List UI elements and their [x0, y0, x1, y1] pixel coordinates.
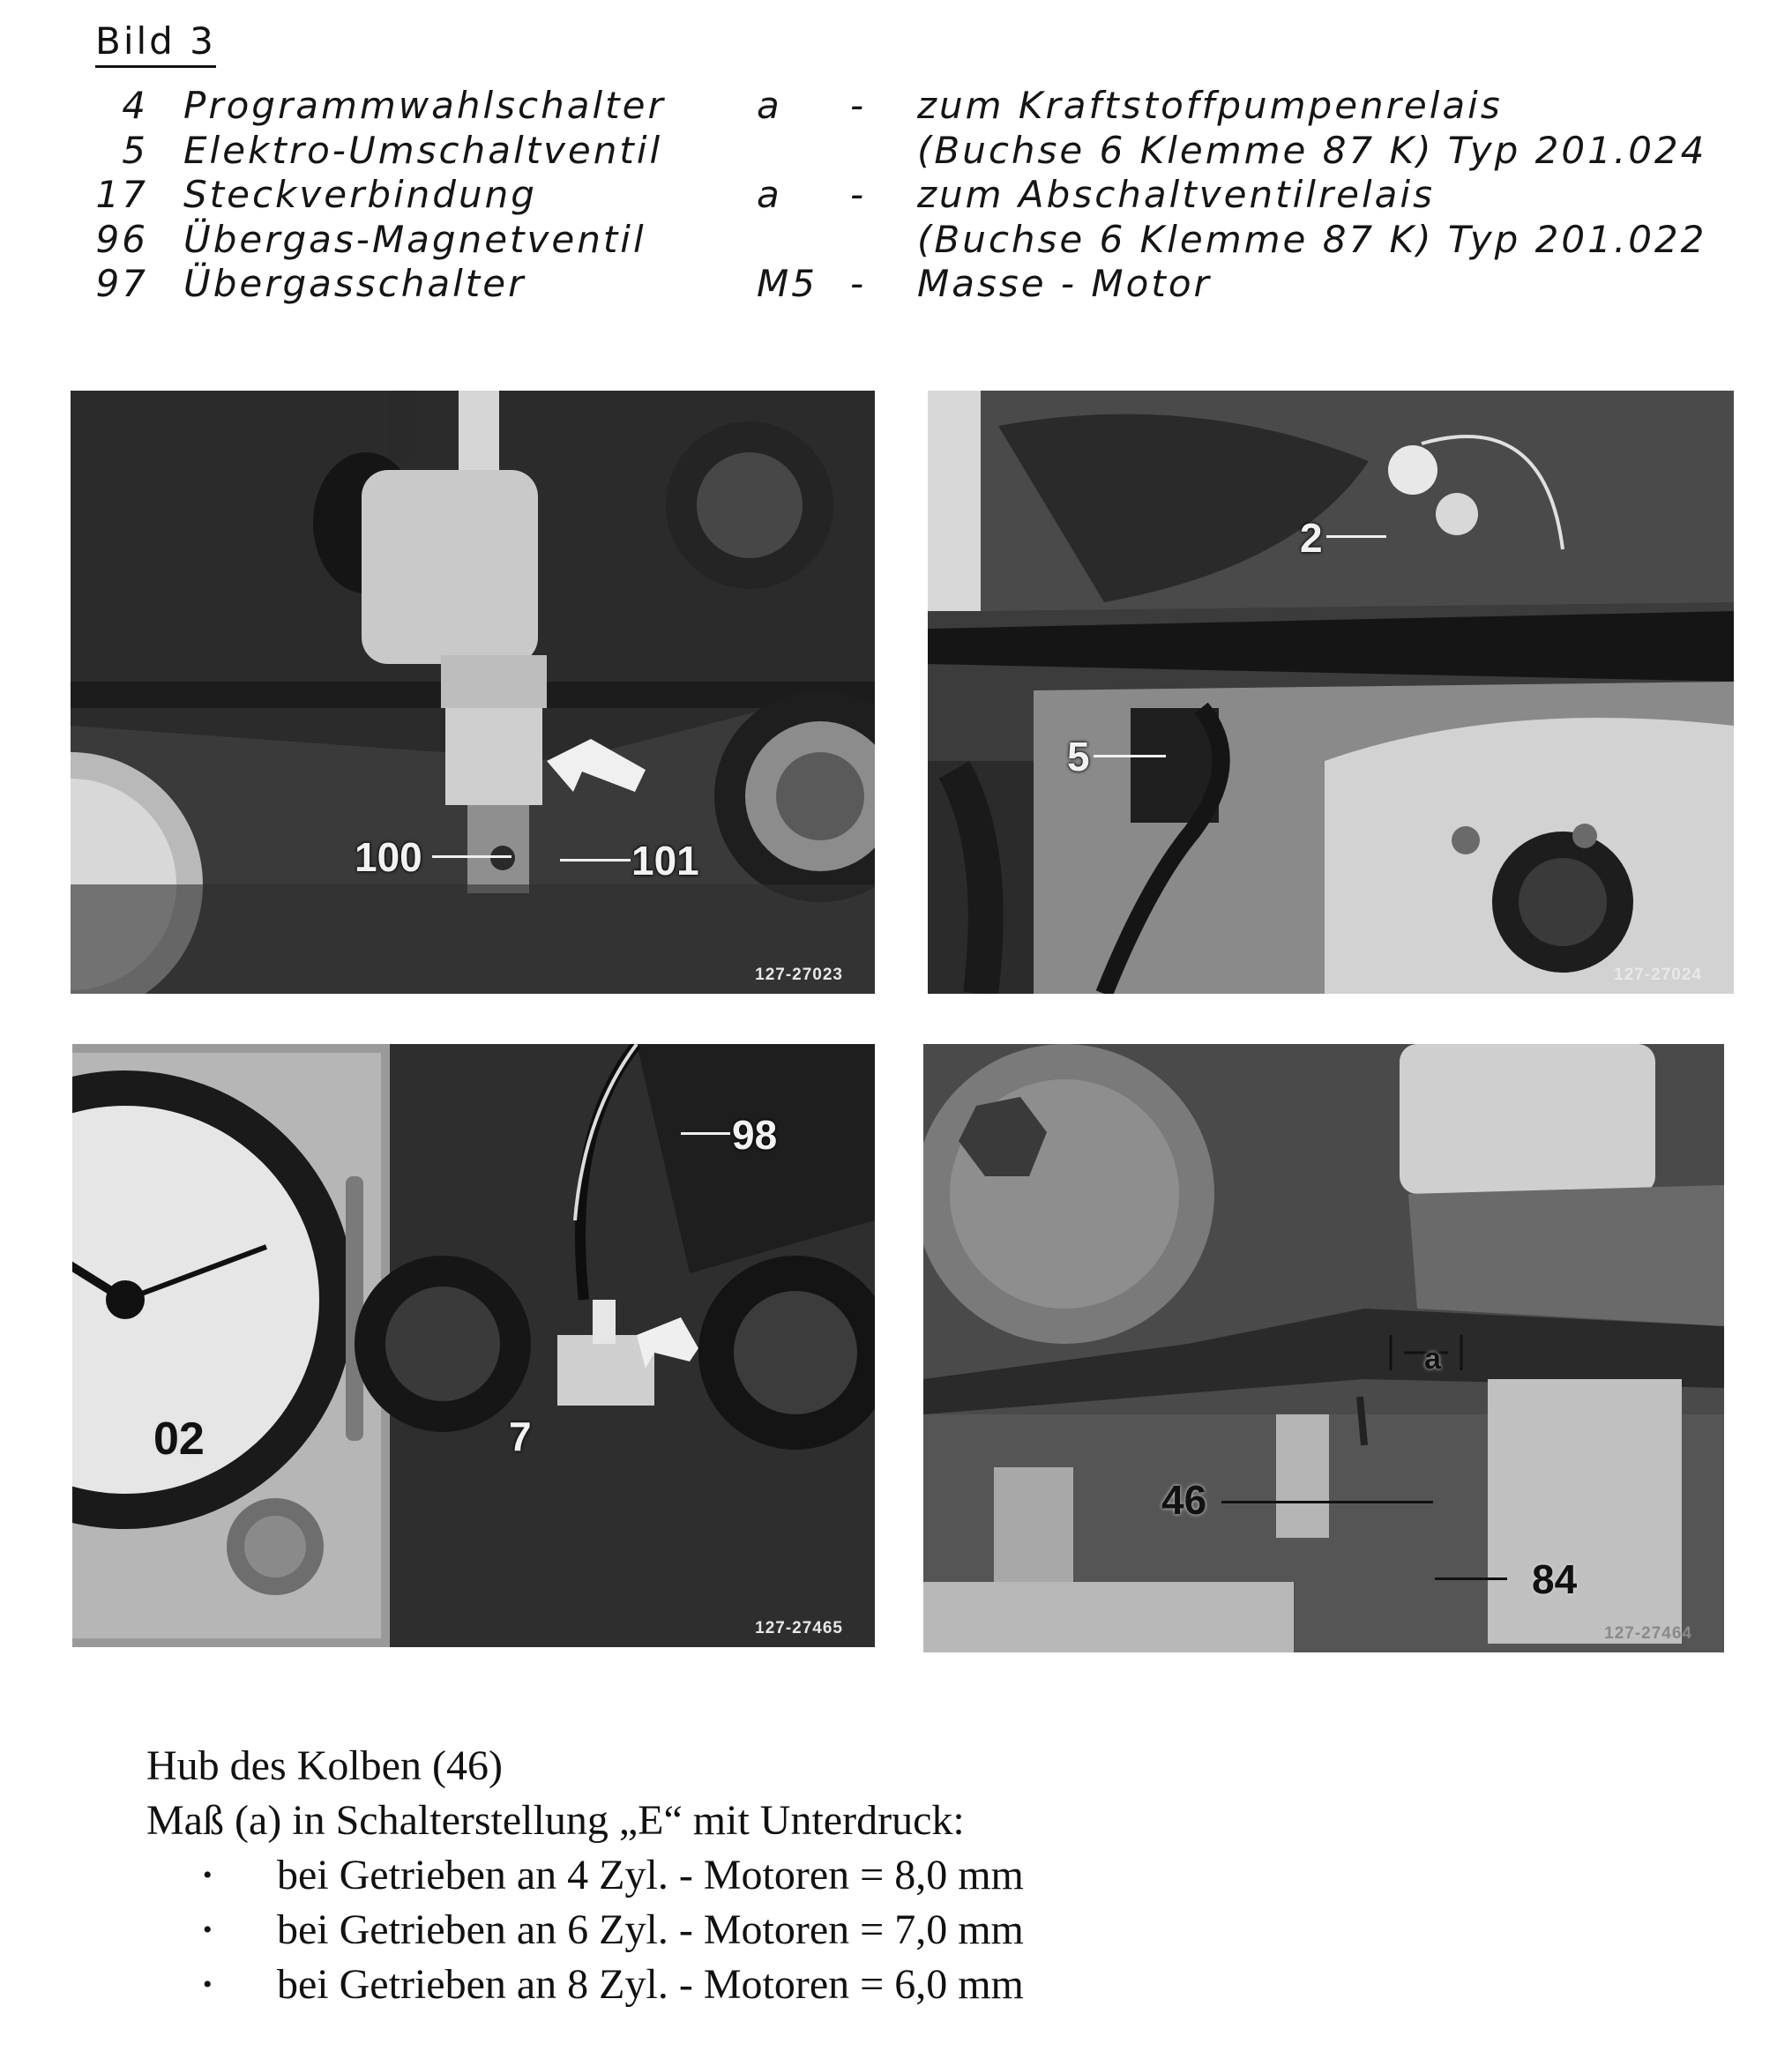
legend-number: 5 — [122, 128, 148, 172]
leader-line — [681, 1132, 730, 1135]
callout-a: a — [1424, 1342, 1441, 1376]
legend-number: 17 — [95, 173, 148, 216]
photo-id: 127-27464 — [1604, 1624, 1692, 1643]
notes-bullets — [146, 1848, 1024, 2012]
legend-row — [88, 84, 1729, 129]
legend-code: M5 — [757, 262, 818, 305]
leader-line — [1435, 1577, 1507, 1580]
legend-row — [88, 262, 1729, 307]
bullet-item: • bei Getrieben an 8 Zyl. - Motoren = 6,0 mm — [146, 1958, 1024, 2012]
photo-elektro-umschaltventil — [928, 391, 1734, 994]
callout-5: 5 — [1067, 734, 1090, 779]
leader-line — [1094, 755, 1166, 757]
notes-measure: Maß (a) in Schalterstellung „E“ mit Unterdruck: — [146, 1797, 965, 1844]
callout-100: 100 — [355, 834, 422, 880]
notes-heading: Hub des Kolben (46) — [146, 1742, 503, 1789]
photo-id: 127-27023 — [755, 966, 843, 984]
callout-02: 02 — [153, 1413, 205, 1465]
legend-code: a — [757, 84, 782, 127]
photo-unterdruck-messgeraet — [72, 1044, 875, 1647]
legend-row — [88, 173, 1729, 218]
legend-text: zum Kraftstoffpumpenrelais — [917, 84, 1503, 127]
photo-kolbenhub — [923, 1044, 1724, 1652]
notes — [146, 1739, 1024, 2012]
bullet-item: • bei Getrieben an 6 Zyl. - Motoren = 7,0 mm — [146, 1903, 1024, 1958]
legend-dash: - — [850, 84, 867, 127]
figure-heading: Bild 3 — [95, 19, 216, 68]
legend-name: Steckverbindung — [183, 173, 537, 216]
legend-dash: - — [850, 262, 867, 305]
legend-name: Übergas-Magnetventil — [183, 217, 646, 261]
legend-text: (Buchse 6 Klemme 87 K) Typ 201.022 — [917, 217, 1707, 261]
leader-line — [432, 855, 511, 858]
photo-id: 127-27024 — [1614, 966, 1702, 984]
legend-row — [88, 218, 1729, 263]
legend-text: zum Abschaltventilrelais — [917, 173, 1435, 216]
photo-id: 127-27465 — [755, 1619, 843, 1637]
leader-line — [1221, 1501, 1433, 1503]
leader-line — [1326, 535, 1386, 538]
callout-84: 84 — [1532, 1556, 1578, 1602]
callout-2: 2 — [1300, 515, 1323, 561]
legend-name: Elektro-Umschaltventil — [183, 128, 663, 172]
legend-number: 97 — [95, 262, 148, 305]
legend-name: Übergasschalter — [183, 262, 526, 305]
legend-code: a — [757, 173, 782, 216]
legend-number: 4 — [122, 84, 148, 127]
photo-2-image — [928, 391, 1734, 994]
callout-101: 101 — [631, 838, 699, 884]
callout-98: 98 — [732, 1112, 778, 1158]
legend — [88, 84, 1729, 307]
legend-text: Masse - Motor — [917, 262, 1212, 305]
callout-7: 7 — [509, 1413, 532, 1459]
legend-name: Programmwahlschalter — [183, 84, 666, 127]
leader-line — [560, 859, 631, 861]
callout-46: 46 — [1161, 1477, 1207, 1523]
legend-row — [88, 129, 1729, 174]
legend-number: 96 — [95, 217, 148, 261]
legend-text: (Buchse 6 Klemme 87 K) Typ 201.024 — [917, 128, 1707, 172]
bullet-item: • bei Getrieben an 4 Zyl. - Motoren = 8,0 mm — [146, 1848, 1024, 1903]
photo-programmwahlschalter — [71, 391, 875, 994]
legend-dash: - — [850, 173, 867, 216]
photo-1-image — [71, 391, 875, 994]
photo-4-image — [923, 1044, 1724, 1652]
